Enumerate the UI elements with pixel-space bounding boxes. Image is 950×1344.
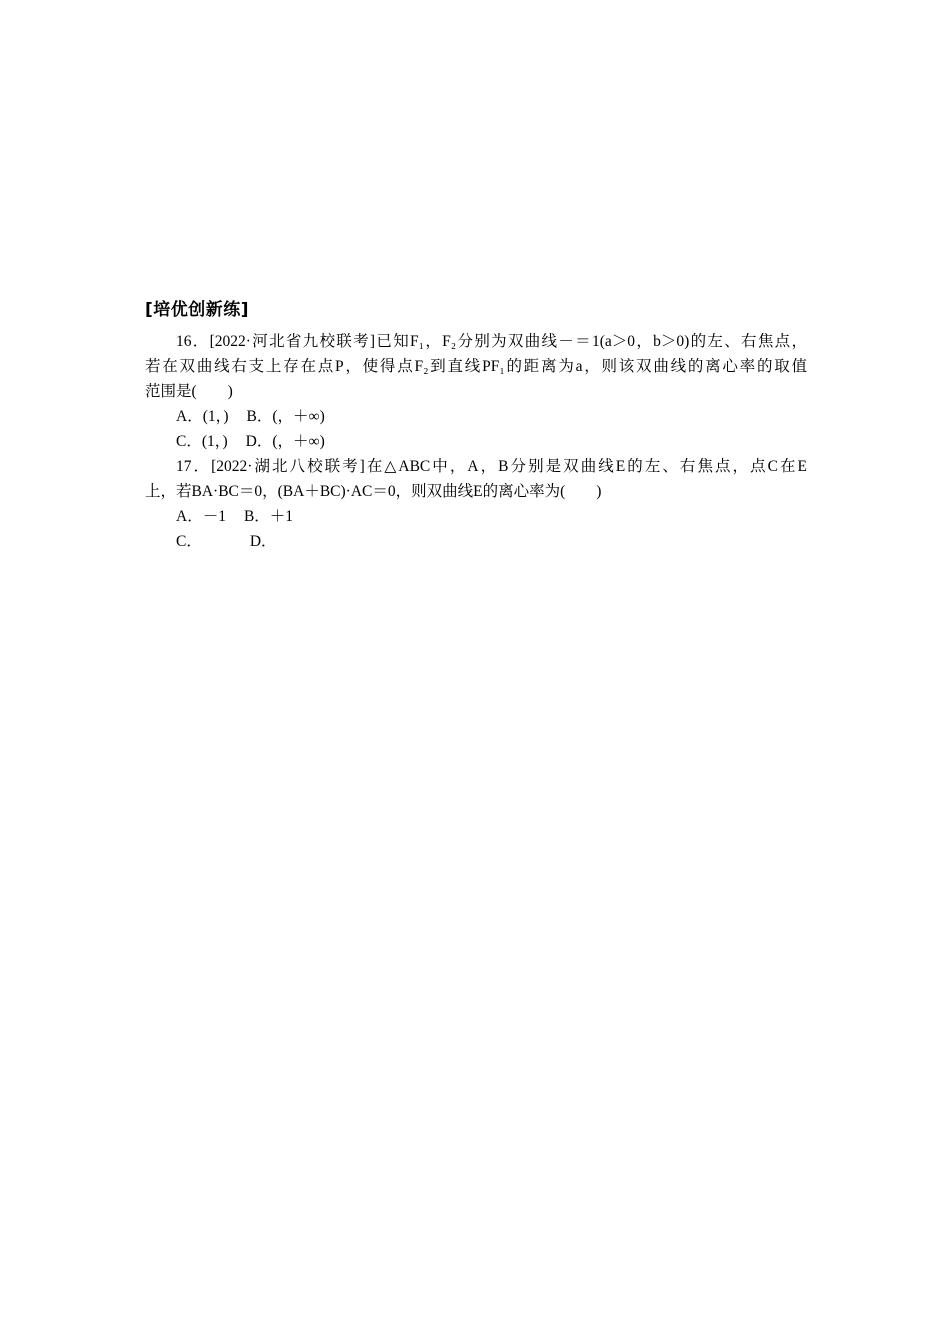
q17-option-b: B．＋1 [243, 508, 294, 525]
q17-options-row-2 [176, 532, 277, 552]
q17-option-a: A．－1 [176, 508, 226, 525]
q17-option-d: D． [249, 533, 277, 550]
q16-line-2: 若在双曲线右支上存在点P，使得点F₂到直线PF₁的距离为a，则该双曲线的离心率的取值 [145, 358, 807, 375]
q17-options-row-1 [176, 507, 293, 527]
q16-option-a: A．(1，) [176, 408, 229, 425]
section-title: [培优创新练] [145, 300, 250, 320]
q16-options-row-1 [176, 407, 325, 427]
q17-line-1: 17．[2022·湖北八校联考]在△ABC中，A，B分别是双曲线E的左、右焦点，点C在E [176, 458, 807, 475]
q16-option-b: B．(，＋∞) [246, 408, 325, 425]
q17-option-c: C． [176, 533, 202, 550]
q16-line-3: 范围是( ) [145, 383, 233, 400]
q16-option-c: C．(1，) [176, 433, 228, 450]
q16-option-d: D．(，＋∞) [245, 433, 325, 450]
q16-options-row-2 [176, 432, 325, 452]
q16-line-1: 16．[2022·河北省九校联考]已知F₁，F₂分别为双曲线－＝1(a＞0，b＞0)的左、右焦点， [176, 333, 807, 350]
q17-line-2: 上，若BA·BC＝0，(BA＋BC)·AC＝0，则双曲线E的离心率为( ) [145, 483, 602, 500]
